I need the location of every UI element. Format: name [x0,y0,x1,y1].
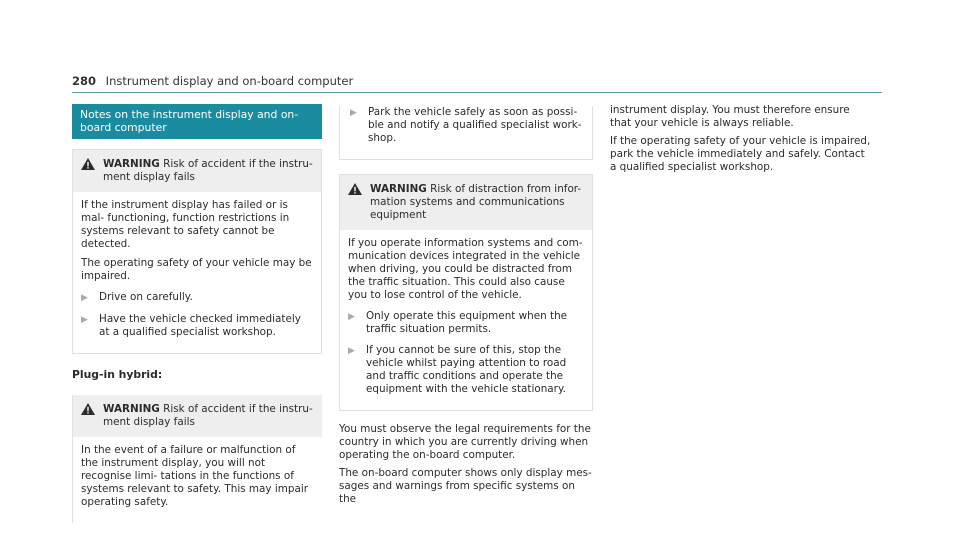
step-item [81,313,313,339]
step-text: Have the vehicle checked immediately at a qualified specialist workshop. [99,313,301,338]
step-arrow-icon: ▶ [81,293,88,303]
warning-label: WARNING [103,158,160,170]
warning-paragraph: The operating safety of your vehicle may be impaired. [81,257,312,282]
warning-body [340,230,592,410]
warning-header [340,175,592,230]
header-rule [72,92,882,93]
warning-triangle-icon [348,183,364,222]
step-arrow-icon: ▶ [81,315,88,325]
step-item [350,106,584,145]
page-header-title: Instrument display and on-board computer [105,74,354,88]
warning-label: WARNING [103,403,160,415]
section-title: Notes on the instrument display and on-board computer [72,104,322,139]
warning-triangle-icon [81,403,97,429]
warning-paragraph: If the instrument display has failed or is mal- functioning, function restrictions in systems relevant to safety cannot be detected. [81,199,290,250]
warning-label: WARNING [370,183,427,195]
paragraph: The on-board computer shows only display mes- sages and warnings from specific systems on the [339,467,592,505]
warning-box-1 [72,149,322,354]
warning-paragraph: If you operate information systems and com- munication devices integrated in the vehicle when driving, you could be distracted from the traffic situation. This could also cause you to lose control of the vehicle. [348,237,583,301]
step-arrow-icon: ▶ [348,312,355,322]
warning-header [73,150,321,192]
warning-box-3 [339,174,593,411]
paragraph: If the operating safety of your vehicle is impaired, park the vehicle immediately and safely. Contact a qualified specialist workshop. [610,135,871,173]
step-text: Park the vehicle safely as soon as possi- ble and notify a qualified specialist work- shop. [368,106,582,144]
column-3 [610,104,872,179]
warning-box-2 [72,395,322,523]
step-item [348,344,584,396]
column-2 [339,104,593,511]
warning-text: Risk of distraction from infor- mation systems and communications equipment [370,183,582,221]
step-arrow-icon: ▶ [348,346,355,356]
warning-header [73,395,322,437]
step-text: Only operate this equipment when the traffic situation permits. [366,310,568,335]
column-1 [72,104,322,523]
step-text: Drive on carefully. [99,291,193,303]
step-item [81,291,313,305]
page-header [72,74,353,88]
warning-body [73,192,321,353]
subheading: Plug-in hybrid: [72,368,163,381]
step-text: If you cannot be sure of this, stop the vehicle whilst paying attention to road and traffic conditions and operate the equipment with the vehicle stationary. [366,344,567,395]
body-text [610,104,872,174]
warning-text: Risk of accident if the instru- ment display fails [103,158,313,183]
warning-body [73,437,322,523]
body-text [339,423,593,506]
page-number: 280 [72,74,97,88]
warning-triangle-icon [81,158,97,184]
continued-warning [339,106,593,160]
warning-text: Risk of accident if the instru- ment display fails [103,403,313,428]
paragraph: instrument display. You must therefore ensure that your vehicle is always reliable. [610,104,850,129]
step-arrow-icon: ▶ [350,108,357,118]
warning-paragraph: In the event of a failure or malfunction of the instrument display, you will not recognise limi- tations in the functions of systems relevant to safety. This may impair operating safety. [81,444,308,508]
paragraph: You must observe the legal requirements for the country in which you are currently driving when operating the on-board computer. [339,423,591,461]
step-item [348,310,584,336]
